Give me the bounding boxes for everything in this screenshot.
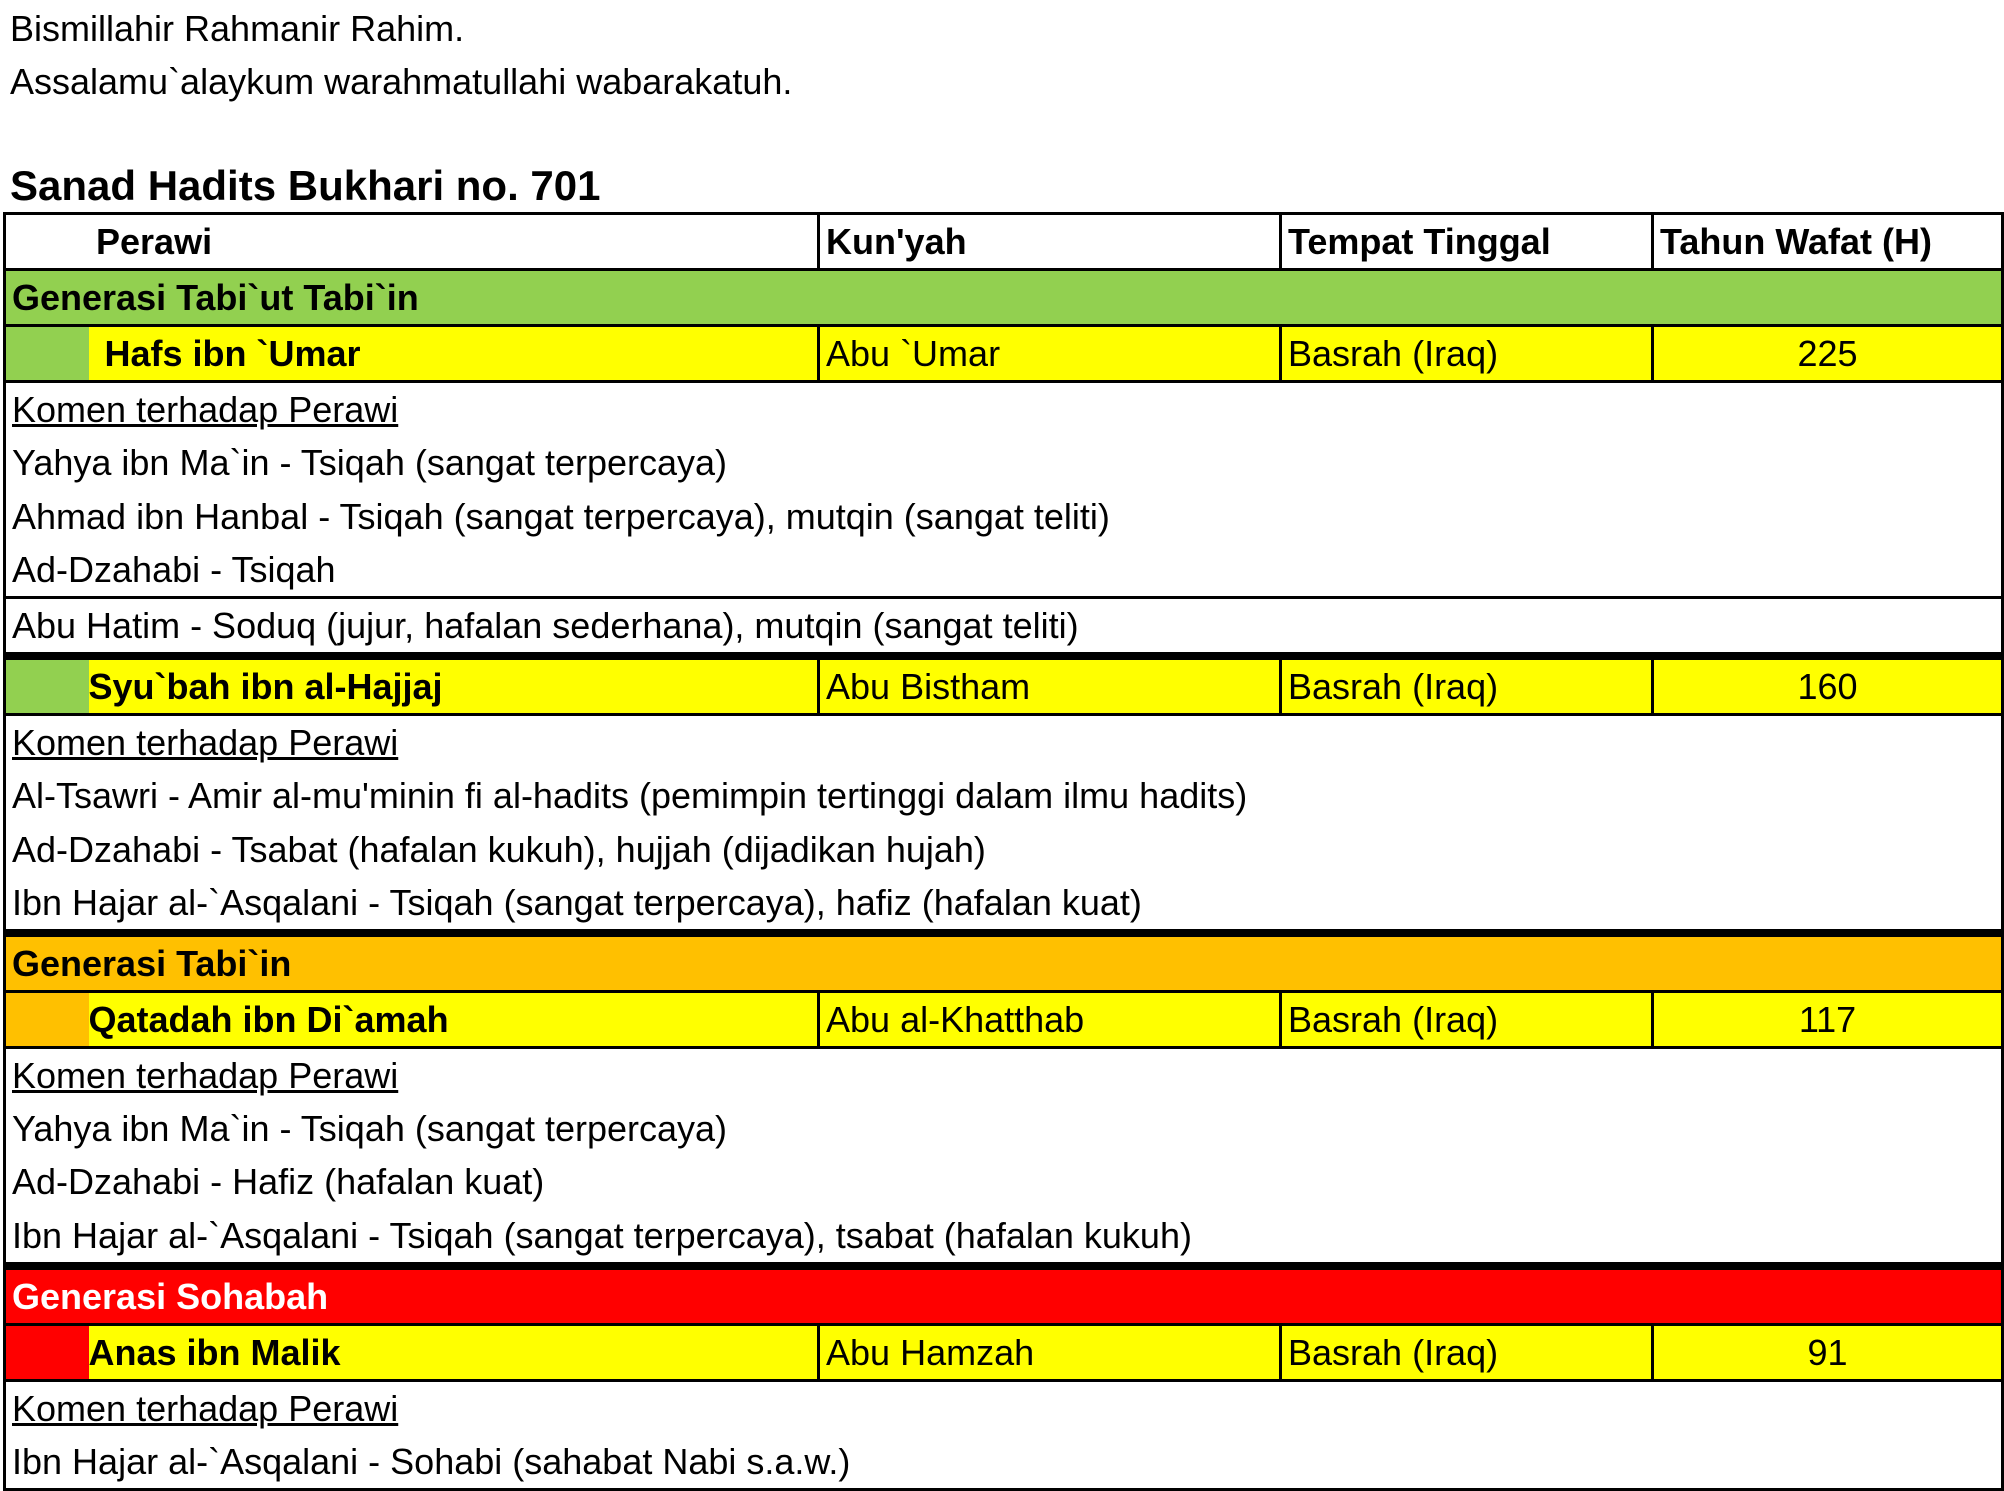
comment-row — [5, 1209, 2003, 1266]
comment-text: Ibn Hajar al-`Asqalani - Tsiqah (sangat terpercaya), hafiz (hafalan kuat) — [5, 876, 2003, 933]
narrator-name: Hafs ibn `Umar — [89, 326, 819, 382]
comment-text: Ad-Dzahabi - Hafiz (hafalan kuat) — [5, 1155, 2003, 1208]
comment-heading: Komen terhadap Perawi — [12, 1054, 399, 1096]
narrator-kunyah: Abu Bistham — [819, 656, 1281, 715]
generation-row — [5, 270, 2003, 326]
narrator-row — [5, 656, 2003, 715]
sanad-table — [3, 212, 2004, 1491]
narrator-kunyah: Abu al-Khatthab — [819, 991, 1281, 1047]
greeting-basmalah: Bismillahir Rahmanir Rahim. — [10, 8, 465, 49]
generation-label: Generasi Sohabah — [5, 1266, 2003, 1325]
comment-text: Ibn Hajar al-`Asqalani - Sohabi (sahabat Nabi s.a.w.) — [5, 1435, 2003, 1490]
column-header-wafat: Tahun Wafat (H) — [1653, 214, 2003, 270]
narrator-name: Qatadah ibn Di`amah — [89, 991, 819, 1047]
comment-row — [5, 597, 2003, 656]
comment-row — [5, 769, 2003, 822]
narrator-tempat: Basrah (Iraq) — [1281, 991, 1653, 1047]
generation-marker — [5, 326, 89, 382]
narrator-name: Anas ibn Malik — [89, 1324, 819, 1380]
comment-heading-row — [5, 1380, 2003, 1435]
generation-label: Generasi Tabi`ut Tabi`in — [5, 270, 2003, 326]
column-header-perawi: Perawi — [5, 214, 819, 270]
comment-text: Ibn Hajar al-`Asqalani - Tsiqah (sangat terpercaya), tsabat (hafalan kukuh) — [5, 1209, 2003, 1266]
narrator-kunyah: Abu Hamzah — [819, 1324, 1281, 1380]
comment-row — [5, 1155, 2003, 1208]
generation-row — [5, 933, 2003, 992]
generation-marker — [5, 991, 89, 1047]
narrator-name: Syu`bah ibn al-Hajjaj — [89, 656, 819, 715]
column-header-tempat: Tempat Tinggal — [1281, 214, 1653, 270]
comment-text: Ad-Dzahabi - Tsabat (hafalan kukuh), hujjah (dijadikan hujah) — [5, 822, 2003, 875]
narrator-kunyah: Abu `Umar — [819, 326, 1281, 382]
comment-row — [5, 1435, 2003, 1490]
narrator-row — [5, 1324, 2003, 1380]
narrator-wafat: 160 — [1653, 656, 2003, 715]
comment-text: Yahya ibn Ma`in - Tsiqah (sangat terpercaya) — [5, 1102, 2003, 1155]
generation-label: Generasi Tabi`in — [5, 933, 2003, 992]
narrator-wafat: 225 — [1653, 326, 2003, 382]
comment-row — [5, 1102, 2003, 1155]
table-header-row — [5, 214, 2003, 270]
narrator-row — [5, 326, 2003, 382]
comment-heading: Komen terhadap Perawi — [12, 1387, 399, 1429]
narrator-tempat: Basrah (Iraq) — [1281, 656, 1653, 715]
comment-heading-row — [5, 714, 2003, 769]
comment-row — [5, 489, 2003, 542]
narrator-row — [5, 991, 2003, 1047]
generation-marker — [5, 656, 89, 715]
comment-row — [5, 436, 2003, 489]
greeting-salam: Assalamu`alaykum warahmatullahi wabarakatuh. — [10, 61, 793, 102]
comment-row — [5, 822, 2003, 875]
generation-marker — [5, 1324, 89, 1380]
comment-text: Ad-Dzahabi - Tsiqah — [5, 543, 2003, 598]
comment-text: Ahmad ibn Hanbal - Tsiqah (sangat terpercaya), mutqin (sangat teliti) — [5, 489, 2003, 542]
narrator-wafat: 117 — [1653, 991, 2003, 1047]
comment-heading: Komen terhadap Perawi — [12, 389, 399, 430]
column-header-kunyah: Kun'yah — [819, 214, 1281, 270]
generation-row — [5, 1266, 2003, 1325]
comment-text: Yahya ibn Ma`in - Tsiqah (sangat terpercaya) — [5, 436, 2003, 489]
narrator-tempat: Basrah (Iraq) — [1281, 1324, 1653, 1380]
comment-row — [5, 876, 2003, 933]
narrator-wafat: 91 — [1653, 1324, 2003, 1380]
page-title: Sanad Hadits Bukhari no. 701 — [10, 162, 601, 209]
comment-text: Abu Hatim - Soduq (jujur, hafalan sederhana), mutqin (sangat teliti) — [5, 597, 2003, 656]
comment-heading-row — [5, 1047, 2003, 1102]
comment-text: Al-Tsawri - Amir al-mu'minin fi al-hadits (pemimpin tertinggi dalam ilmu hadits) — [5, 769, 2003, 822]
comment-heading: Komen terhadap Perawi — [12, 721, 399, 763]
narrator-tempat: Basrah (Iraq) — [1281, 326, 1653, 382]
comment-row — [5, 543, 2003, 598]
comment-heading-row — [5, 382, 2003, 437]
